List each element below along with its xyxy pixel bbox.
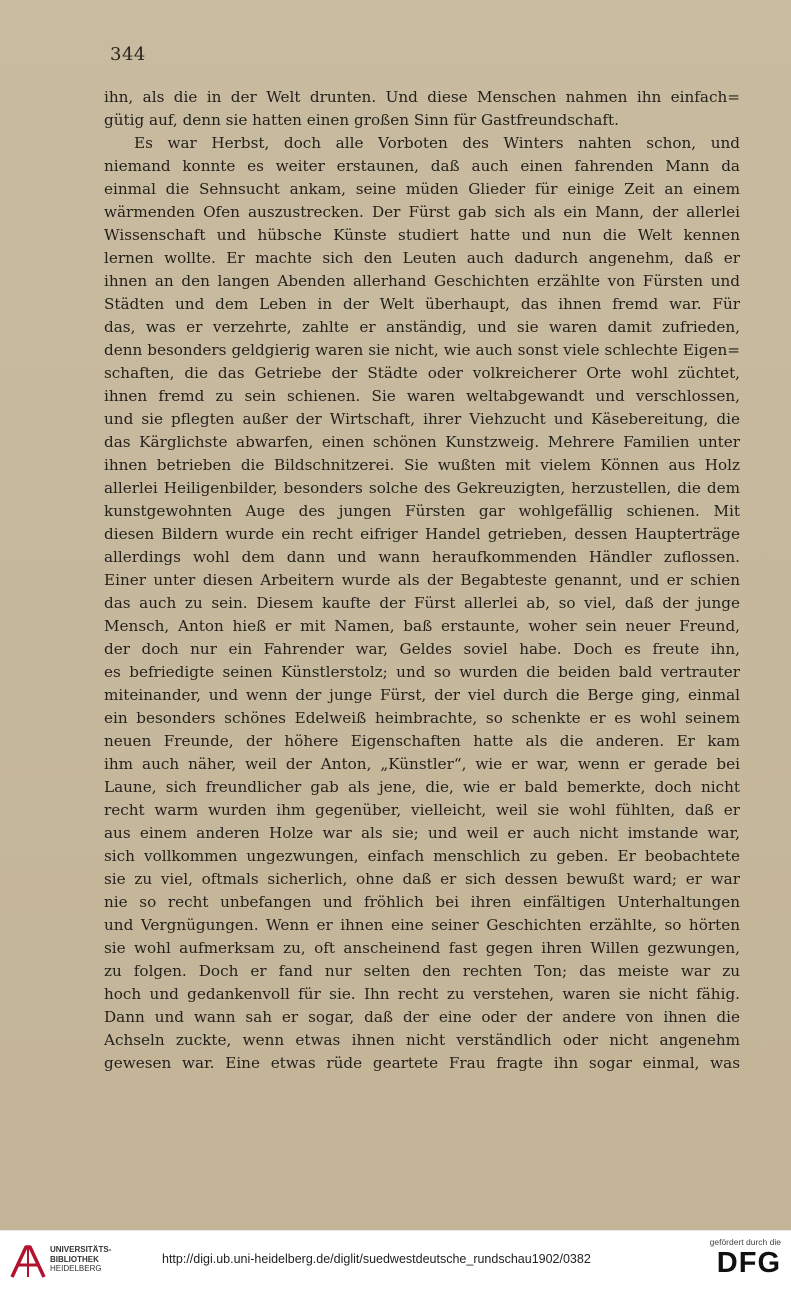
institution-name [50, 1245, 111, 1274]
text-line: ihnen betrieben die Bildschnitzerei. Sie wußten mit vielem Können aus Holz [104, 456, 740, 474]
institution-line: BIBLIOTHEK [50, 1254, 99, 1264]
text-line: allerdings wohl dem dann und wann heraufkommenden Händler zuflossen. [104, 548, 740, 566]
institution-line: HEIDELBERG [50, 1264, 102, 1273]
text-line: gütig auf, denn sie hatten einen großen Sinn für Gastfreundschaft. [104, 111, 619, 129]
text-line: Dann und wann sah er sogar, daß der eine oder der andere von ihnen die [104, 1008, 740, 1026]
institution-line: UNIVERSITÄTS- [50, 1245, 112, 1254]
footer-bar [0, 1230, 791, 1290]
text-line: ihnen an den langen Abenden allerhand Geschichten erzählte von Fürsten und [104, 272, 740, 290]
text-line: nie so recht unbefangen und fröhlich bei ihren einfältigen Unterhaltungen [104, 893, 740, 911]
text-line: sie zu viel, oftmals sicherlich, ohne daß er sich dessen bewußt ward; er war [104, 870, 740, 888]
text-line: schaften, die das Getriebe der Städte oder volkreicherer Orte wohl züchtet, [104, 364, 740, 382]
text-line: kunstgewohnten Auge des jungen Fürsten gar wohlgefällig schienen. Mit [104, 502, 740, 520]
text-line: Wissenschaft und hübsche Künste studiert hatte und nun die Welt kennen [104, 226, 740, 244]
text-line: der doch nur ein Fahrender war, Geldes soviel habe. Doch es freute ihn, [104, 640, 740, 658]
text-line: Städten und dem Leben in der Welt überhaupt, das ihnen fremd war. Für [104, 295, 740, 313]
text-line: Laune, sich freundlicher gab als jene, die, wie er bald bemerkte, doch nicht [104, 778, 740, 796]
body-text [104, 86, 740, 1075]
funder-label: gefördert durch die [709, 1237, 781, 1247]
text-line: ihnen fremd zu sein schienen. Sie waren weltabgewandt und verschlossen, [104, 387, 740, 405]
text-line: wärmenden Ofen auszustrecken. Der Fürst gab sich als ein Mann, der allerlei [104, 203, 740, 221]
text-line: sie wohl aufmerksam zu, oft anscheinend fast gegen ihren Willen gezwungen, [104, 939, 740, 957]
text-line: Einer unter diesen Arbeitern wurde als der Begabteste genannt, und er schien [104, 571, 740, 589]
text-line: zu folgen. Doch er fand nur selten den rechten Ton; das meiste war zu [104, 962, 740, 980]
text-line: diesen Bildern wurde ein recht eifriger Handel getrieben, dessen Haupterträge [104, 525, 740, 543]
text-line: allerlei Heiligenbilder, besonders solche des Gekreuzigten, herzustellen, die dem [104, 479, 740, 497]
text-line: recht warm wurden ihm gegenüber, vielleicht, weil sie wohl fühlten, daß er [104, 801, 740, 819]
text-line: Mensch, Anton hieß er mit Namen, baß erstaunte, woher sein neuer Freund, [104, 617, 740, 635]
text-line: das, was er verzehrte, zahlte er anständig, und sie waren damit zufrieden, [104, 318, 740, 336]
text-line: Achseln zuckte, wenn etwas ihnen nicht verständlich oder nicht angenehm [104, 1031, 740, 1049]
text-line: aus einem anderen Holze war als sie; und weil er auch nicht imstande war, [104, 824, 740, 842]
text-line: es befriedigte seinen Künstlerstolz; und so wurden die beiden bald vertrauter [104, 663, 740, 681]
page-number: 344 [110, 44, 146, 65]
text-line: miteinander, und wenn der junge Fürst, der viel durch die Berge ging, einmal [104, 686, 740, 704]
text-line: neuen Freunde, der höhere Eigenschaften hatte als die anderen. Er kam [104, 732, 740, 750]
text-line: einmal die Sehnsucht ankam, seine müden Glieder für einige Zeit an einem [104, 180, 740, 198]
text-line: ein besonders schönes Edelweiß heimbrachte, so schenkte er es wohl seinem [104, 709, 740, 727]
text-line: denn besonders geldgierig waren sie nicht, wie auch sonst viele schlechte Eigen= [104, 341, 740, 359]
text-line: und sie pflegten außer der Wirtschaft, ihrer Viehzucht und Käsebereitung, die [104, 410, 740, 428]
text-line: gewesen war. Eine etwas rüde geartete Frau fragte ihn sogar einmal, was [104, 1054, 740, 1072]
text-line: niemand konnte es weiter erstaunen, daß auch einen fahrenden Mann da [104, 157, 740, 175]
text-line: ihm auch näher, weil der Anton, „Künstler“, wie er war, wenn er gerade bei [104, 755, 740, 773]
funder-block [710, 1237, 781, 1279]
text-line: sich vollkommen ungezwungen, einfach menschlich zu geben. Er beobachtete [104, 847, 740, 865]
dfg-logo: DFG [716, 1247, 781, 1279]
text-line: das auch zu sein. Diesem kaufte der Fürst allerlei ab, so viel, daß der junge [104, 594, 740, 612]
text-line: und Vergnügungen. Wenn er ihnen eine seiner Geschichten erzählte, so hörten [104, 916, 740, 934]
text-line: lernen wollte. Er machte sich den Leuten auch dadurch angenehm, daß er [104, 249, 740, 267]
university-logo-icon [8, 1241, 48, 1281]
source-url-link[interactable]: http://digi.ub.uni-heidelberg.de/diglit/suedwestdeutsche_rundschau1902/0382 [162, 1252, 591, 1266]
text-line: das Kärglichste abwarfen, einen schönen Kunstzweig. Mehrere Familien unter [104, 433, 740, 451]
text-line: Es war Herbst, doch alle Vorboten des Winters nahten schon, und [134, 134, 740, 152]
text-line: hoch und gedankenvoll für sie. Ihn recht zu verstehen, waren sie nicht fähig. [104, 985, 740, 1003]
text-line: ihn, als die in der Welt drunten. Und diese Menschen nahmen ihn einfach= [104, 88, 740, 106]
